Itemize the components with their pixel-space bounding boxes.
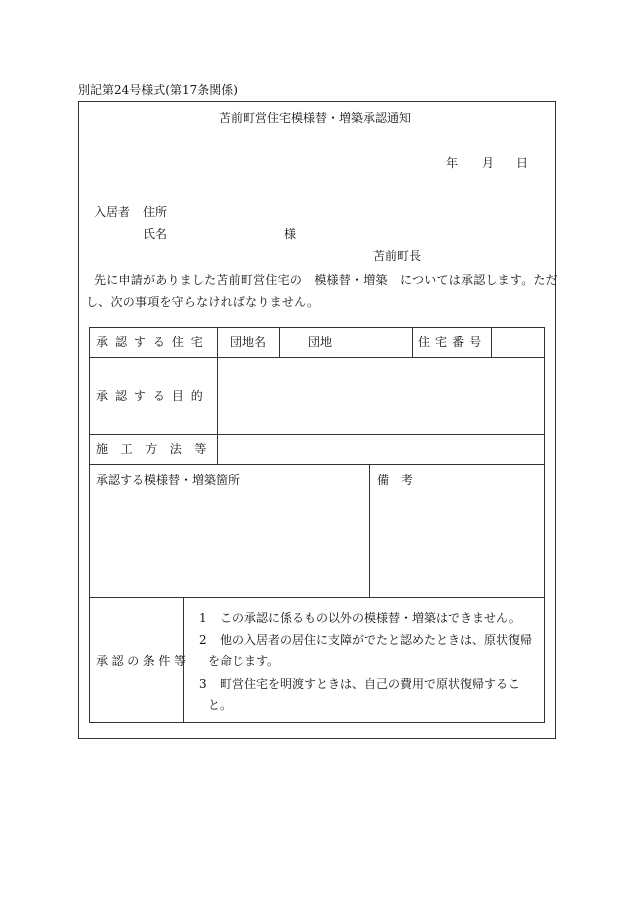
date-year: 年 [446, 156, 459, 170]
purpose-field [218, 358, 544, 434]
form-number-label: 別記第24号様式(第17条関係) [78, 83, 238, 97]
condition-number: 3 [199, 677, 207, 691]
name-label: 氏名 [143, 227, 168, 241]
table-rule [412, 327, 413, 357]
table-rule [369, 464, 370, 597]
method-field [218, 435, 544, 464]
address-label: 住所 [143, 205, 168, 219]
condition-number: 1 [199, 611, 207, 625]
method-label: 施工方法等 [96, 442, 220, 456]
housing-label: 承認する住宅 [96, 335, 210, 349]
condition-text: この承認に係るもの以外の模様替・増築はできません。 [220, 611, 521, 625]
table-rule [279, 327, 280, 357]
condition-text: 町営住宅を明渡すときは、自己の費用で原状復帰するこ [220, 677, 521, 691]
document-title: 苫前町営住宅模様替・増築承認通知 [218, 111, 411, 125]
recipient-role: 入居者 [94, 205, 131, 219]
body-line-1: 先に申請がありました苫前町営住宅の 模様替・増築 については承認します。ただ [94, 273, 558, 287]
purpose-label: 承認する目的 [96, 389, 210, 403]
location-label: 承認する模様替・増築箇所 [96, 473, 241, 487]
conditions-label: 承認の条件等 [96, 654, 190, 668]
remarks-label: 備 考 [377, 473, 414, 487]
honorific: 様 [284, 227, 297, 241]
date-day: 日 [516, 156, 529, 170]
house-number-label: 住宅番号 [418, 335, 487, 349]
complex-name-label: 団地名 [230, 335, 267, 349]
condition-number: 2 [199, 633, 207, 647]
date-month: 月 [482, 156, 495, 170]
table-rule [89, 464, 545, 465]
table-rule [89, 597, 545, 598]
condition-text-cont: と。 [208, 698, 233, 712]
condition-text-cont: を命じます。 [208, 654, 280, 668]
body-line-2: し、次の事項を守らなければなりません。 [86, 295, 320, 309]
house-number-field [492, 328, 544, 356]
complex-suffix: 団地 [308, 335, 333, 349]
issuer: 苫前町長 [373, 249, 422, 263]
condition-text: 他の入居者の居住に支障がでたと認めたときは、原状復帰 [220, 633, 533, 647]
